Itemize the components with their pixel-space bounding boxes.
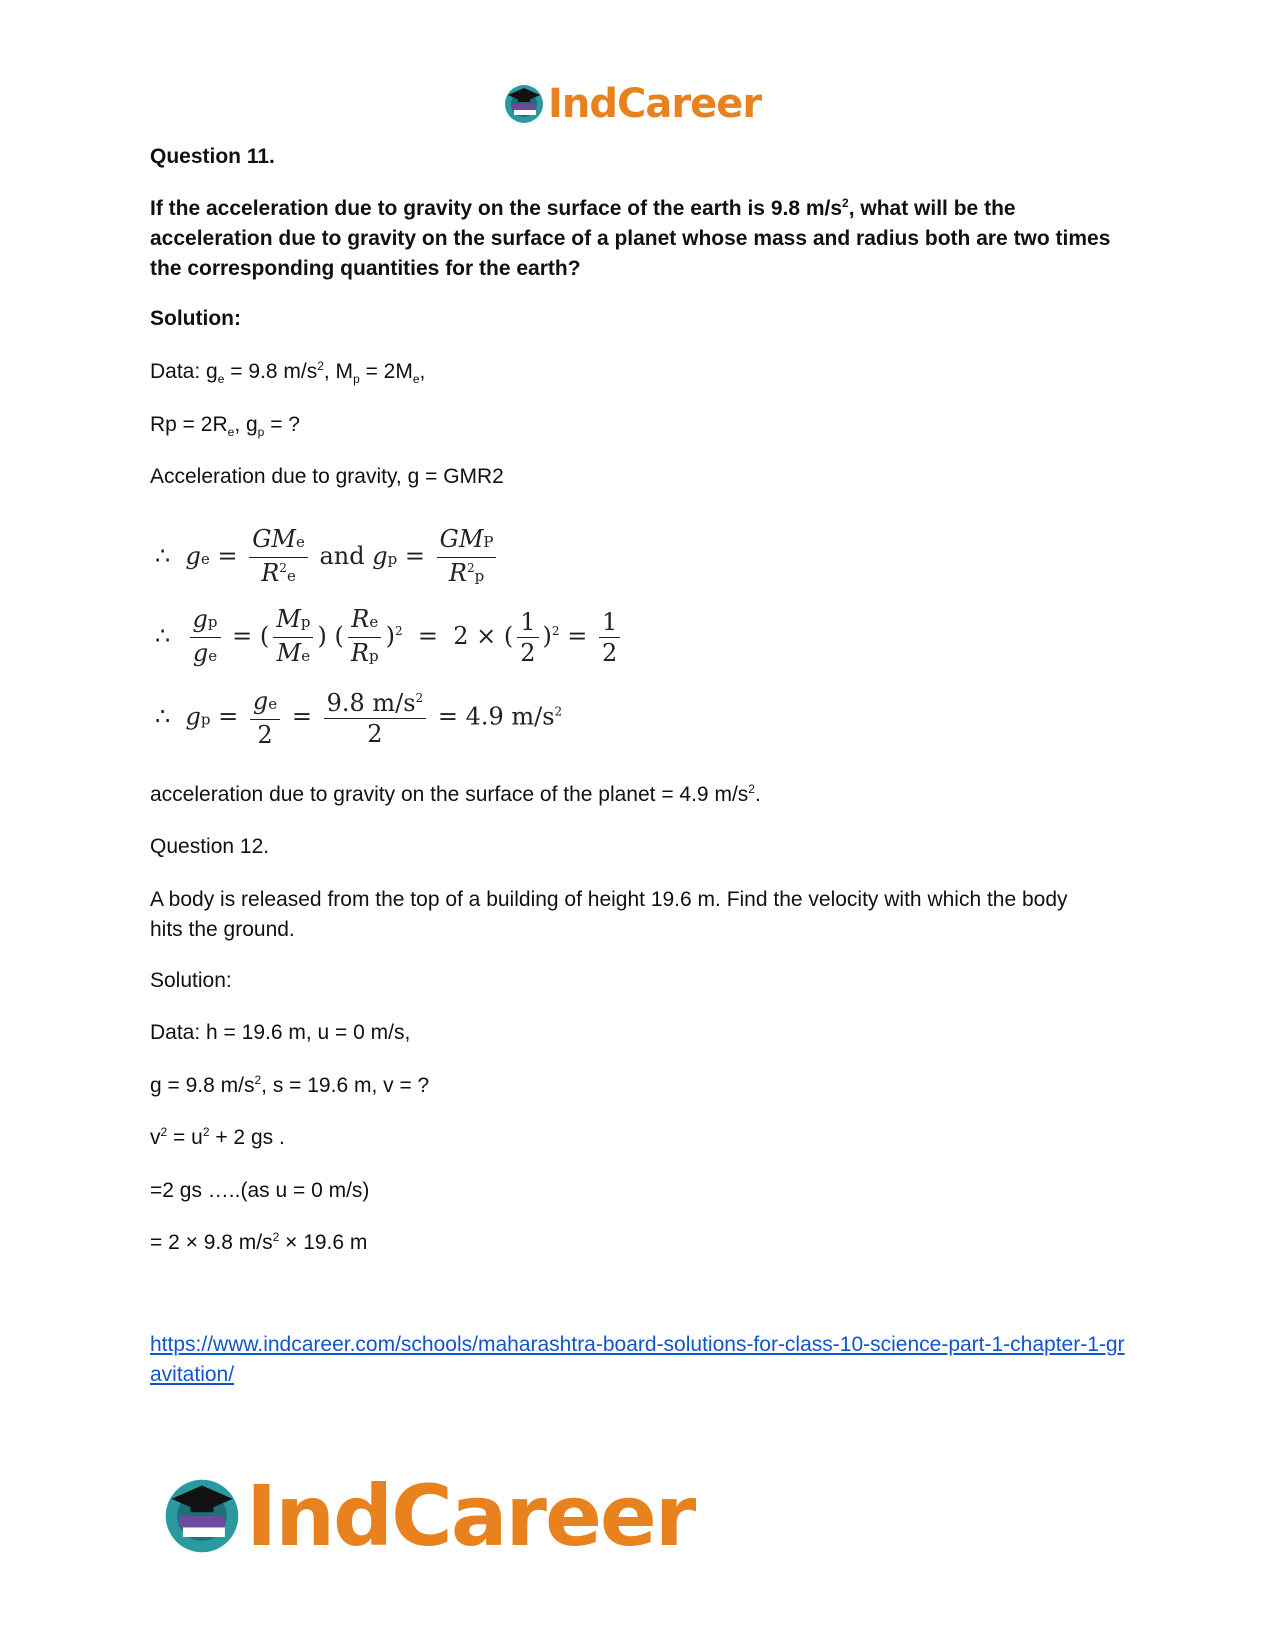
data-line-11b: $Rp = 2R_e$, $g_p$ = ?: [150, 413, 300, 440]
data-line-11a: Data: $g_e = 9.8$ $m/s^2$, $M_p = 2M_e$,: [150, 359, 426, 387]
graduation-cap-icon: [502, 82, 546, 126]
brand-name: IndCareer: [246, 1467, 695, 1565]
question-12-text: A body is released from the top of a building of height 19.6 m. Find the velocity with which the body hits the ground.: [150, 888, 1068, 941]
top-logo: [502, 80, 761, 128]
bottom-logo: [160, 1467, 695, 1565]
data-line-12a: Data: h = 19.6 m, u = 0 m/s,: [150, 1021, 411, 1044]
solution-label-11: Solution:: [150, 307, 241, 330]
equation-row-2: ∴ $\frac{gp}{ge}$ = ( $\frac{Mp}{Me}$ ) ( $\frac{Re}{Rp}$ )$^2$ = 2 × ( $\frac{1}{2}$ )$^2$ = $\frac{1}{2}$: [155, 604, 624, 671]
question-12-heading: Question 12.: [150, 835, 270, 858]
formula-line: Acceleration due to gravity, g = GMR2: [150, 465, 504, 488]
question-11-heading: Question 11.: [150, 145, 275, 168]
equation-row-1: ∴ ge = $\frac{\text{GMe}}{R^2e}$ and gp = $\frac{\text{GMP}}{R^2p}$: [155, 524, 500, 591]
data-line-12b: g = 9.8 $m/s^2$, s = 19.6 m, v = ?: [150, 1073, 430, 1097]
source-link[interactable]: https://www.indcareer.com/schools/maharashtra-board-solutions-for-class-10-science-part-1-chapter-1-gravitation/: [150, 1333, 1125, 1386]
equation-row-3: ∴ gp = $\frac{ge}{2}$ = $\frac{9.8 m/s^2}{2}$ = 4.9 $m/s^2$: [155, 687, 563, 749]
question-11-text: If the acceleration due to gravity on the surface of the earth is 9.8 $m/s^2$, what will be the acceleration due to gravity on the surface of a planet whose mass and radius both are two times the corresponding quantities for the earth?: [150, 196, 1111, 280]
step-line-3: = 2 × 9.8 $m/s^2 \times 19.6$ m: [150, 1230, 368, 1254]
solution-label-12: Solution:: [150, 969, 232, 992]
conclusion-11: acceleration due to gravity on the surface of the planet = 4.9 $m/s^2$.: [150, 782, 761, 806]
step-line-1: $v^2 = u^2 + 2$ gs .: [150, 1125, 285, 1149]
step-line-2: =2 gs …..(as u = 0 m/s): [150, 1179, 370, 1202]
graduation-cap-icon: [160, 1474, 244, 1558]
brand-name: IndCareer: [548, 81, 762, 127]
